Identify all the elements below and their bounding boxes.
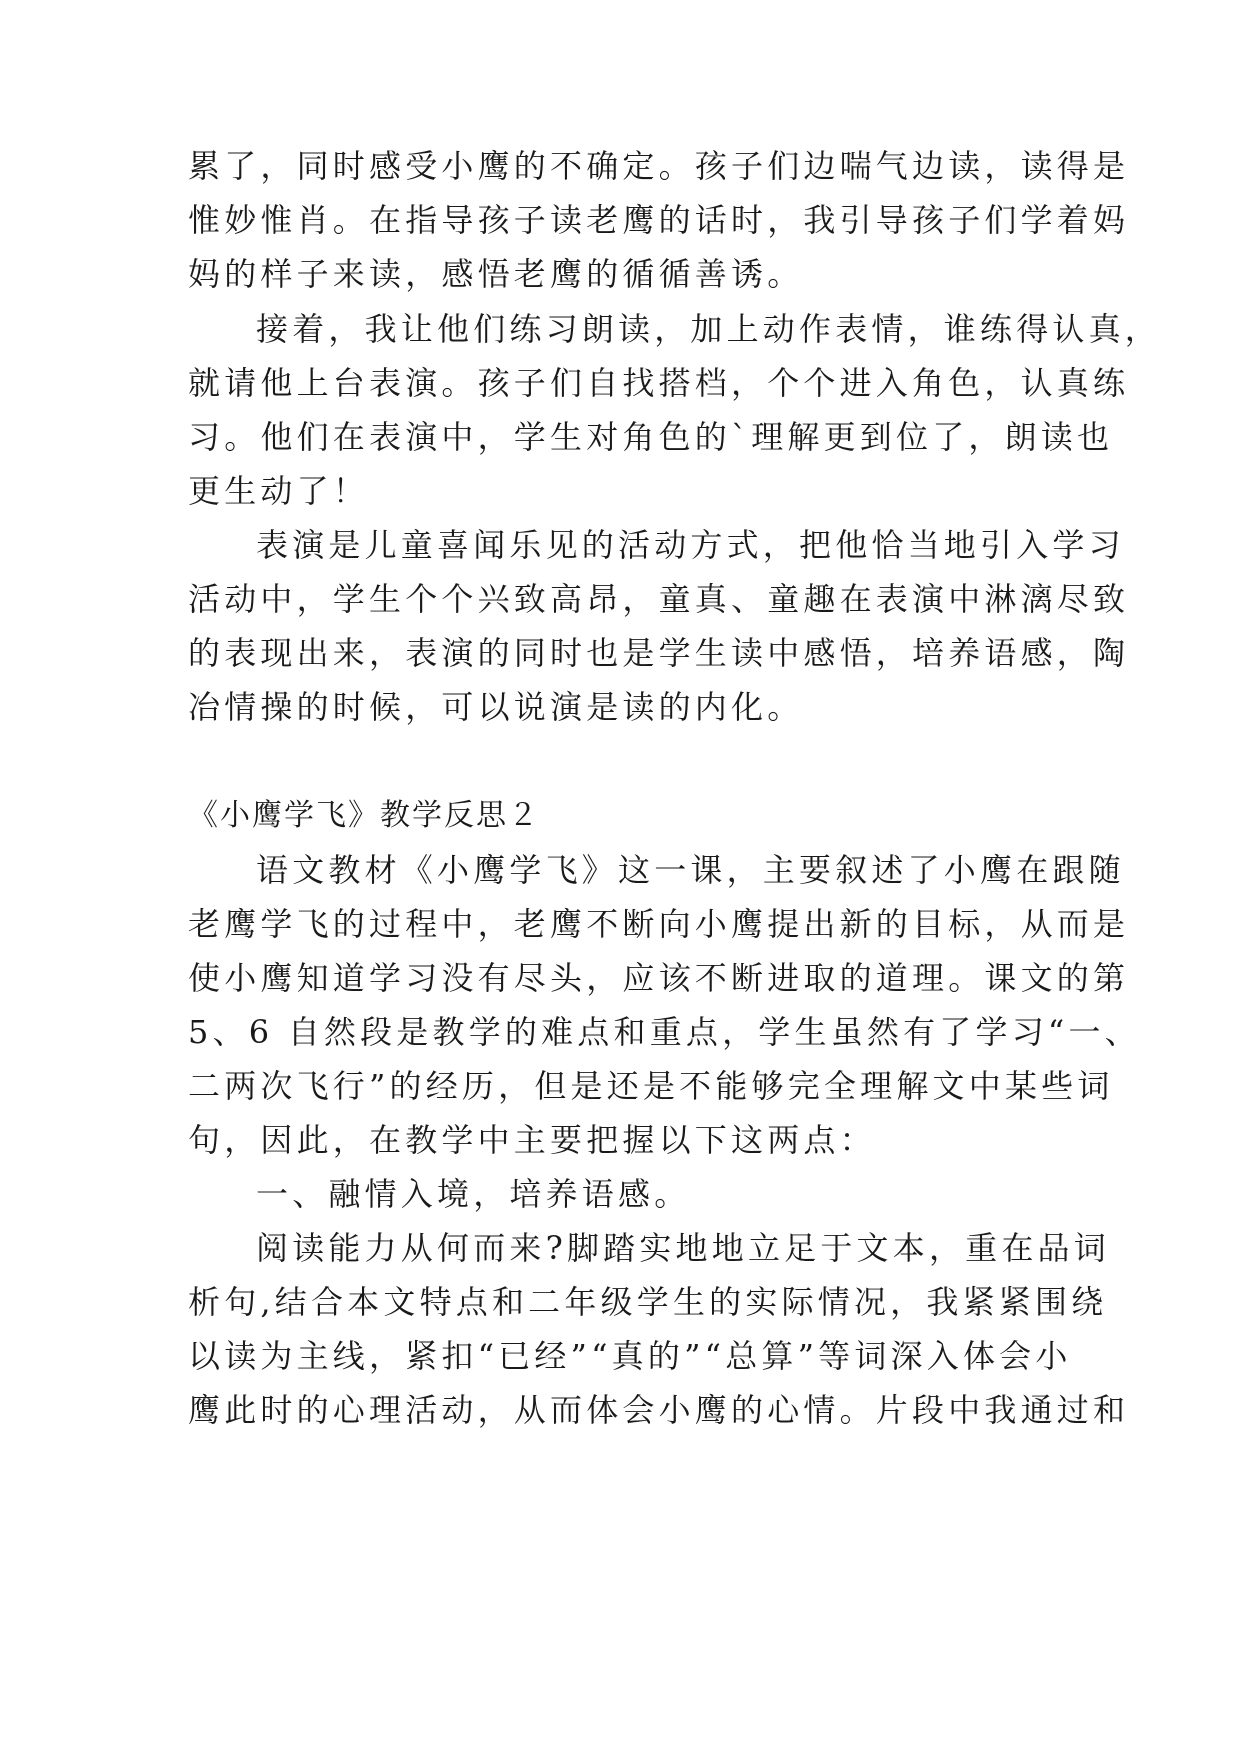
paragraph-line: 妈的样子来读，感悟老鹰的循循善诱。 bbox=[188, 255, 804, 293]
section-heading: 《小鹰学飞》教学反思２ bbox=[188, 798, 540, 833]
paragraph-line: 就请他上台表演。孩子们自找搭档，个个进入角色，认真练 bbox=[188, 364, 1130, 402]
paragraph-line: 5、6 自然段是教学的难点和重点，学生虽然有了学习“一、 bbox=[188, 1013, 1141, 1051]
paragraph-line: 阅读能力从何而来?脚踏实地地立足于文本，重在品词 bbox=[256, 1229, 1110, 1267]
paragraph-line: 活动中，学生个个兴致高昂，童真、童趣在表演中淋漓尽致 bbox=[188, 580, 1130, 618]
paragraph-line: 更生动了！ bbox=[188, 472, 370, 510]
paragraph-line: 一、融情入境，培养语感。 bbox=[256, 1175, 691, 1213]
paragraph-line: 的表现出来，表演的同时也是学生读中感悟，培养语感，陶 bbox=[188, 634, 1130, 672]
paragraph-line: 表演是儿童喜闻乐见的活动方式，把他恰当地引入学习 bbox=[256, 526, 1125, 564]
paragraph-line: 习。他们在表演中，学生对角色的`理解更到位了，朗读也 bbox=[188, 418, 1114, 456]
paragraph-line: 冶情操的时候，可以说演是读的内化。 bbox=[188, 688, 804, 726]
paragraph-line: 接着，我让他们练习朗读，加上动作表情，谁练得认真， bbox=[256, 310, 1162, 348]
paragraph-line: 老鹰学飞的过程中，老鹰不断向小鹰提出新的目标，从而是 bbox=[188, 905, 1130, 943]
paragraph-line: 使小鹰知道学习没有尽头，应该不断进取的道理。课文的第 bbox=[188, 959, 1130, 997]
paragraph-line: 二两次飞行”的经历，但是还是不能够完全理解文中某些词 bbox=[188, 1067, 1114, 1105]
paragraph-line: 惟妙惟肖。在指导孩子读老鹰的话时，我引导孩子们学着妈 bbox=[188, 201, 1130, 239]
paragraph-line: 鹰此时的心理活动，从而体会小鹰的心情。片段中我通过和 bbox=[188, 1391, 1130, 1429]
paragraph-line: 以读为主线，紧扣“已经”“真的”“总算”等词深入体会小 bbox=[188, 1337, 1072, 1375]
paragraph-line: 累了，同时感受小鹰的不确定。孩子们边喘气边读，读得是 bbox=[188, 147, 1130, 185]
paragraph-line: 析句,结合本文特点和二年级学生的实际情况，我紧紧围绕 bbox=[188, 1283, 1108, 1321]
paragraph-line: 句，因此，在教学中主要把握以下这两点： bbox=[188, 1121, 876, 1159]
paragraph-line: 语文教材《小鹰学飞》这一课，主要叙述了小鹰在跟随 bbox=[256, 851, 1125, 889]
